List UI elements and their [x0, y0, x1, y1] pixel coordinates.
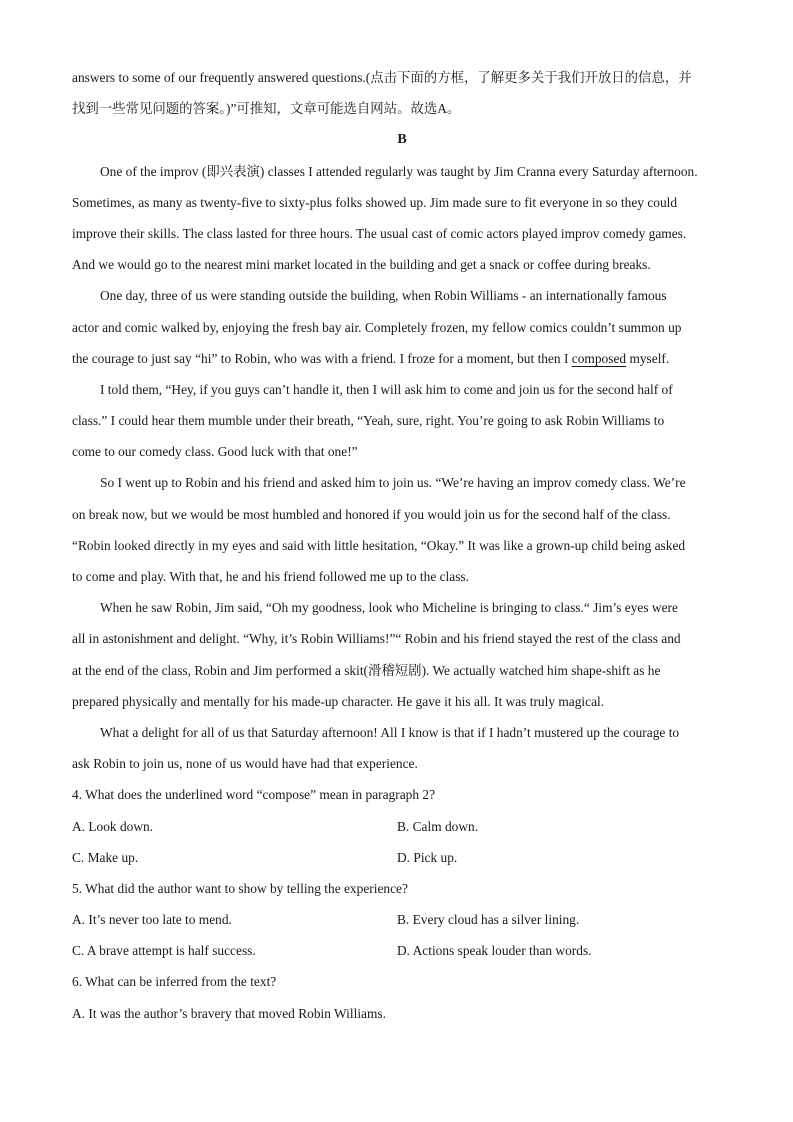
paragraph-line: come to our comedy class. Good luck with that one!” — [72, 444, 358, 460]
paragraph-line: Sometimes, as many as twenty-five to sixty-plus folks showed up. Jim made sure to fit everyone in so they could — [72, 194, 678, 210]
option-row — [72, 811, 732, 842]
option-c: C. A brave attempt is half success. — [72, 943, 256, 959]
document-page — [72, 62, 732, 1029]
paragraph-line: And we would go to the nearest mini market located in the building and get a snack or coffee during breaks. — [72, 257, 651, 273]
option-row — [72, 842, 732, 873]
paragraph-line: actor and comic walked by, enjoying the fresh bay air. Completely frozen, my fellow comics couldn’t summon up — [72, 319, 682, 335]
paragraph-line: I told them, “Hey, if you guys can’t handle it, then I will ask him to come and join us for the second half of — [100, 381, 673, 397]
intro-line-2: 找到一些常见问题的答案。)”可推知，文章可能选自网站。故选A。 — [72, 101, 461, 117]
intro-line-1: answers to some of our frequently answered questions.(点击下面的方框，了解更多关于我们开放日的信息，并 — [72, 70, 692, 85]
option-a: A. It was the author’s bravery that moved Robin Williams. — [72, 1005, 386, 1021]
paragraph-line: One day, three of us were standing outside the building, when Robin Williams - an internationally famous — [100, 288, 667, 304]
paragraph-line: at the end of the class, Robin and Jim performed a skit(滑稽短剧). We actually watched him shape-shift as he — [72, 662, 661, 678]
option-d: D. Actions speak louder than words. — [397, 943, 592, 959]
option-a: A. It’s never too late to mend. — [72, 912, 232, 928]
option-d: D. Pick up. — [397, 849, 458, 865]
paragraph-line: prepared physically and mentally for his made-up character. He gave it his all. It was truly magical. — [72, 693, 605, 709]
question-stem: 4. What does the underlined word “compose” mean in paragraph 2? — [72, 787, 436, 803]
question-6 — [72, 966, 732, 1028]
paragraph-line: improve their skills. The class lasted for three hours. The usual cast of comic actors played improv comedy games. — [72, 225, 687, 241]
question-5 — [72, 873, 732, 967]
paragraph-line: “Robin looked directly in my eyes and said with little hesitation, “Okay.” It was like a grown-up child being asked — [72, 537, 686, 553]
underlined-word: composed — [571, 350, 627, 366]
text-segment: myself. — [626, 350, 670, 366]
paragraph-5 — [72, 592, 732, 717]
option-b: B. Calm down. — [397, 818, 479, 834]
option-row — [72, 935, 732, 966]
paragraph-line: So I went up to Robin and his friend and asked him to join us. “We’re having an improv comedy class. We’re — [100, 475, 686, 491]
paragraph-line — [72, 343, 732, 374]
paragraph-line: all in astonishment and delight. “Why, it’s Robin Williams!”“ Robin and his friend stayed the rest of the class and — [72, 631, 681, 647]
paragraph-line: ask Robin to join us, none of us would have had that experience. — [72, 756, 418, 772]
paragraph-line: class.” I could hear them mumble under their breath, “Yeah, sure, right. You’re going to ask Robin Williams to — [72, 413, 665, 429]
paragraph-4 — [72, 467, 732, 592]
option-row — [72, 904, 732, 935]
paragraph-1 — [72, 156, 732, 281]
paragraph-6 — [72, 717, 732, 779]
question-stem: 5. What did the author want to show by telling the experience? — [72, 880, 408, 896]
paragraph-line: When he saw Robin, Jim said, “Oh my goodness, look who Micheline is bringing to class.“ Jim’s eyes were — [100, 600, 678, 616]
paragraph-line: What a delight for all of us that Saturday afternoon! All I know is that if I hadn’t mustered up the courage to — [100, 724, 680, 740]
paragraph-line: to come and play. With that, he and his friend followed me up to the class. — [72, 569, 469, 584]
question-stem: 6. What can be inferred from the text? — [72, 974, 277, 990]
question-4 — [72, 779, 732, 873]
paragraph-line: One of the improv (即兴表演) classes I attended regularly was taught by Jim Cranna every Saturday afternoon. — [100, 163, 698, 179]
paragraph-2 — [72, 280, 732, 374]
paragraph-3 — [72, 374, 732, 468]
section-title: B — [397, 132, 407, 148]
option-b: B. Every cloud has a silver lining. — [397, 912, 580, 928]
paragraph-line: on break now, but we would be most humbled and honored if you would join us for the second half of the class. — [72, 506, 671, 522]
option-a: A. Look down. — [72, 818, 154, 834]
option-c: C. Make up. — [72, 849, 139, 865]
text-segment: the courage to just say “hi” to Robin, who was with a friend. I froze for a moment, but then I — [72, 350, 572, 366]
